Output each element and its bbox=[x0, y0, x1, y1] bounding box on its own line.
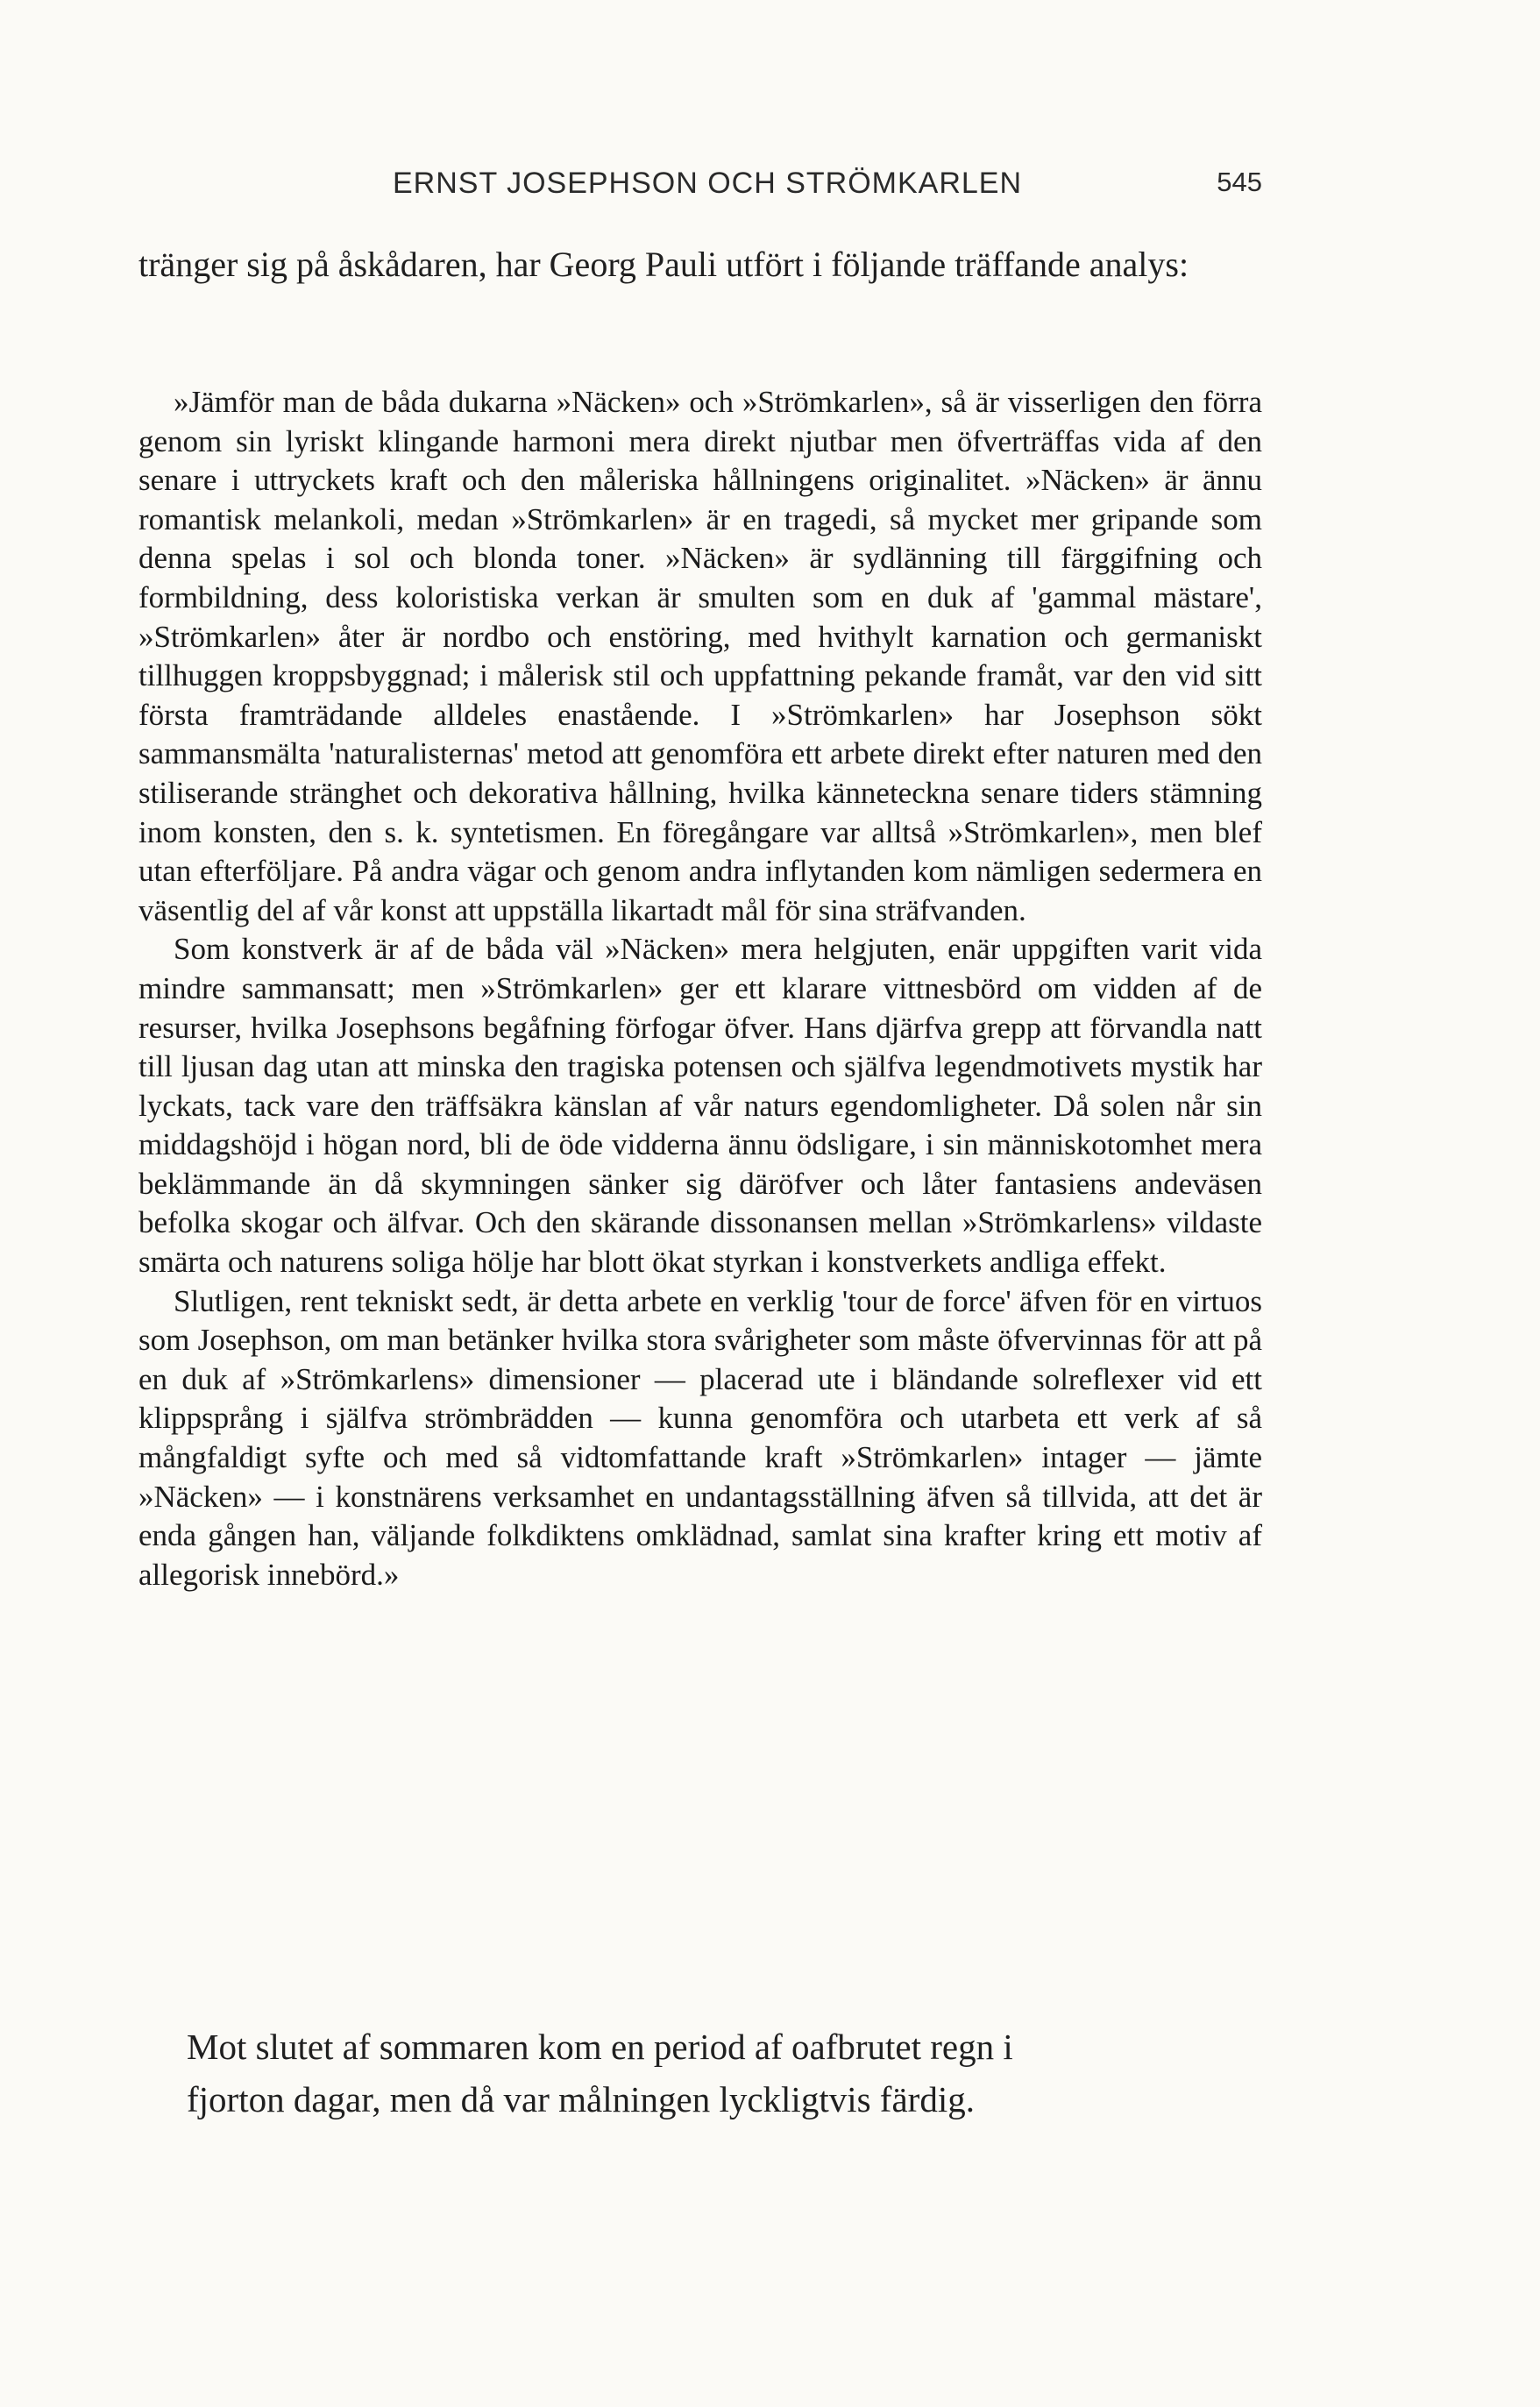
block-quote bbox=[138, 383, 1262, 1594]
closing-paragraph bbox=[138, 2020, 1262, 2126]
quote-paragraph-3: Slutligen, rent tekniskt sedt, är detta arbete en verklig 'tour de force' äfven för en virtuos som Josephson, om man betänker hvilka stora svårigheter som måste öfvervinnas för att på en duk af »Strömkarlens» dimensioner — placerad ute i bländande solreflexer vid ett klippsprång i själfva strömbrädden — kunna genomföra och utarbeta ett verk af så mångfaldigt syfte och med så vidtomfattande kraft »Strömkarlen» intager — jämte »Näcken» — i konstnärens verksamhet en undantagsställning äfven så tillvida, att det är enda gången han, väljande folkdiktens omklädnad, samlat sina krafter kring ett motiv af allegorisk innebörd.» bbox=[138, 1283, 1262, 1592]
closing-line-1: Mot slutet af sommaren kom en period af oafbrutet regn i bbox=[187, 2027, 1013, 2067]
page-header bbox=[138, 167, 1262, 210]
quote-paragraph-2: Som konstverk är af de båda väl »Näcken» mera helgjuten, enär uppgiften varit vida mindre sammansatt; men »Strömkarlen» ger ett klarare vittnesbörd om vidden af de resurser, hvilka Josephsons begåfning förfogar öfver. Hans djärfva grepp att förvandla natt till ljusan dag utan att minska den tragiska potensen och själfva legendmotivets mystik har lyckats, tack vare den träffsäkra känslan af vår naturs egendomligheter. Då solen når sin middagshöjd i högan nord, bli de öde vidderna ännu ödsligare, i sin människotomhet mera beklämmande än då skymningen sänker sig däröfver och låter fantasiens andeväsen befolka skogar och älfvar. Och den skärande dissonansen mellan »Strömkarlens» vildaste smärta och naturens soliga hölje har blott ökat styrkan i konstverkets andliga effekt. bbox=[138, 932, 1262, 1280]
intro-paragraph: tränger sig på åskådaren, har Georg Pauli utfört i följande träffande analys: bbox=[138, 245, 1189, 284]
quote-paragraph-1: »Jämför man de båda dukarna »Näcken» och »Strömkarlen», så är visserligen den förra genom sin lyriskt klingande harmoni mera direkt njutbar men öfverträffas vida af den senare i uttryckets kraft och den måleriska hållningens originalitet. »Näcken» är ännu romantisk melankoli, medan »Strömkarlen» är en tragedi, så mycket mer gripande som denna spelas i sol och blonda toner. »Näcken» är sydlänning till färggifning och formbildning, dess koloristiska verkan är smulten som en duk af 'gammal mästare', »Strömkarlen» åter är nordbo och enstöring, med hvithylt karnation och germaniskt tillhuggen kroppsbyggnad; i målerisk stil och uppfattning pekande framåt, var den vid sitt första framträdande alldeles enastående. I »Strömkarlen» har Josephson sökt sammansmälta 'naturalisternas' metod att genomföra ett arbete direkt efter naturen med den stiliserande stränghet och dekorativa hållning, hvilka känneteckna senare tiders stämning inom konsten, den s. k. syntetismen. En föregångare var alltså »Strömkarlen», men blef utan efterföljare. På andra vägar och genom andra inflytanden kom nämligen sedermera en väsentlig del af vår konst att uppställa likartadt mål för sina sträfvanden. bbox=[138, 385, 1262, 927]
page-number: 545 bbox=[1217, 167, 1262, 197]
running-title: ERNST JOSEPHSON OCH STRÖMKARLEN bbox=[393, 167, 1023, 200]
closing-line-2: fjorton dagar, men då var målningen lyckligtvis färdig. bbox=[187, 2079, 975, 2119]
